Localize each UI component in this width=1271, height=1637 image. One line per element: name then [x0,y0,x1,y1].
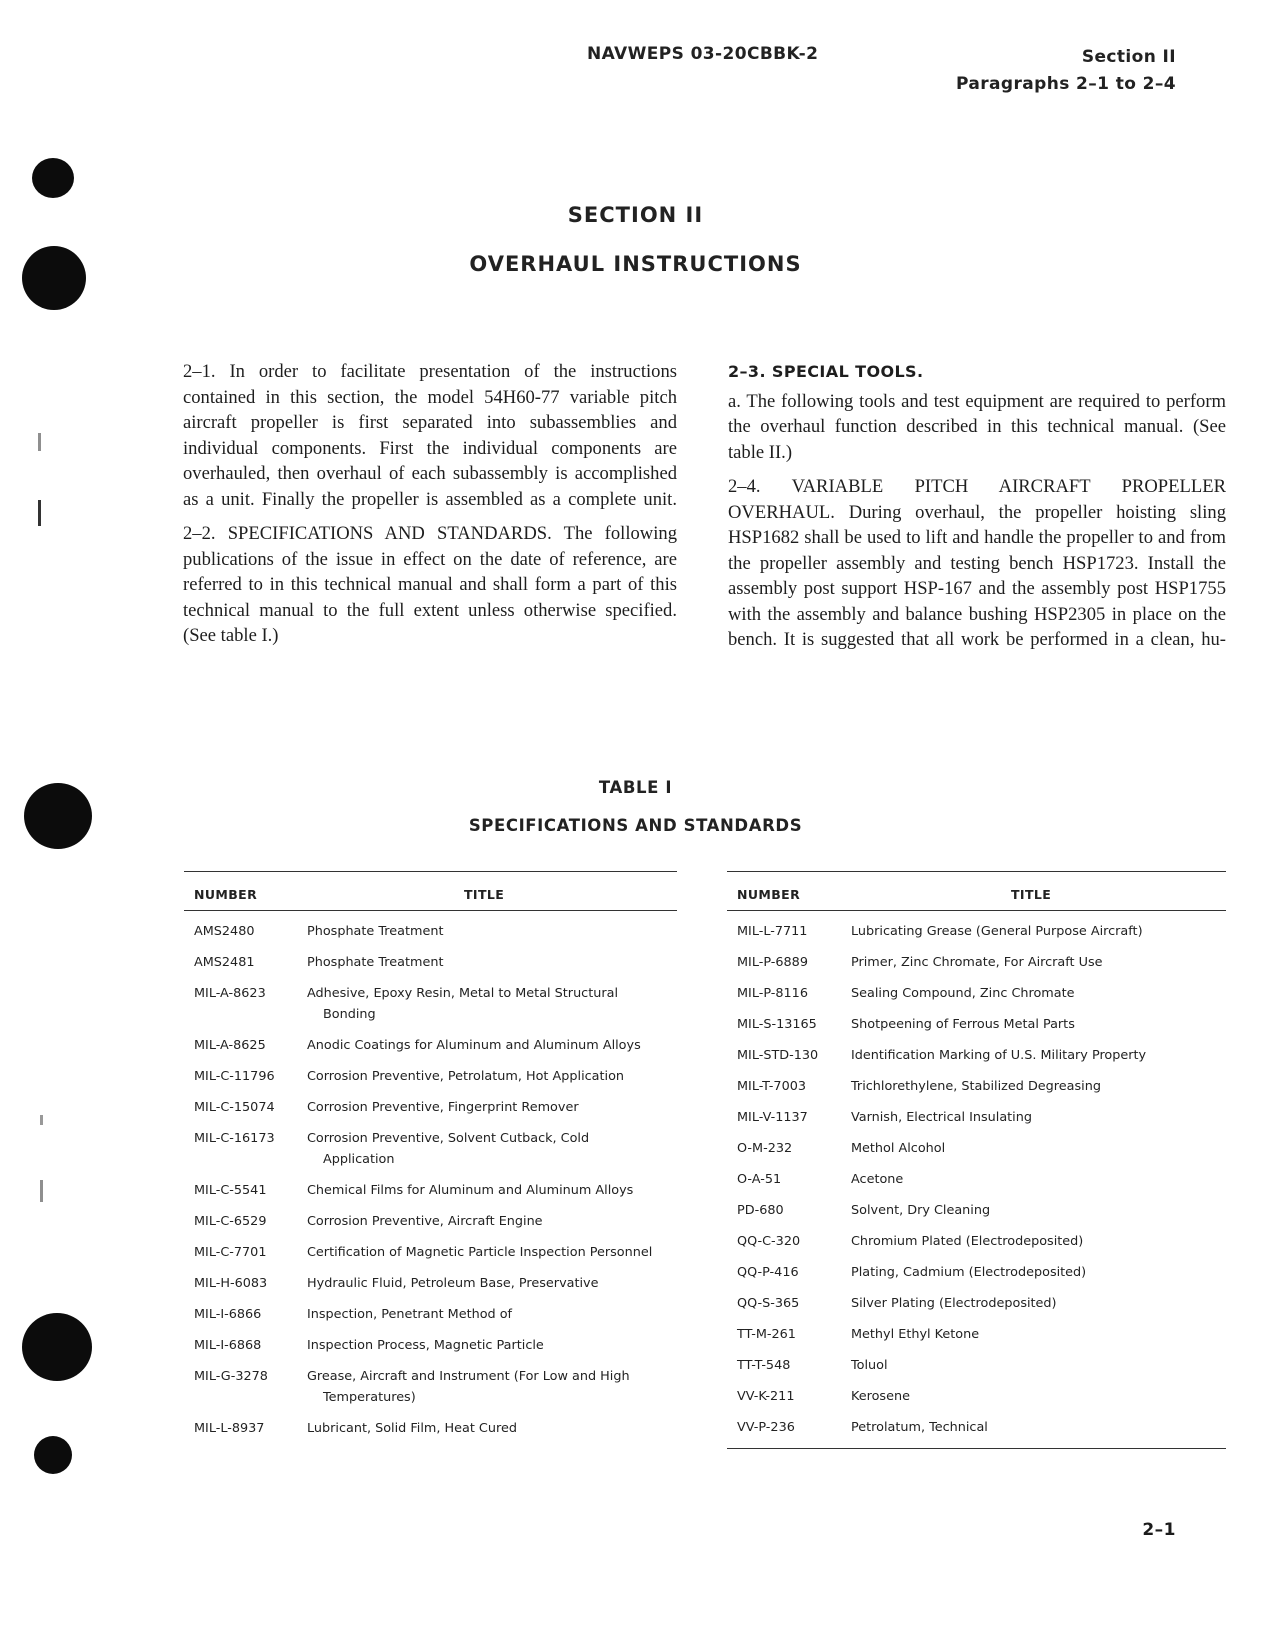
table-body-right [727,911,1226,1438]
spec-number: QQ-C-320 [737,1234,801,1249]
spec-number: MIL-H-6083 [194,1276,268,1291]
spec-title: Phosphate Treatment [307,955,444,970]
spec-number: MIL-C-16173 [194,1131,275,1146]
margin-speck [38,433,41,451]
spec-title: Trichlorethylene, Stabilized Degreasing [851,1079,1101,1094]
table-body-left [184,911,677,1439]
spec-title: Corrosion Preventive, Aircraft Engine [307,1214,543,1229]
margin-speck [38,500,41,526]
spec-number: MIL-A-8625 [194,1038,266,1053]
spec-number: TT-T-548 [737,1358,791,1373]
text-column-right [728,359,1226,662]
spec-number: MIL-G-3278 [194,1369,268,1384]
spec-title: Inspection, Penetrant Method of [307,1307,513,1322]
table-row [184,1294,677,1325]
table-row [727,1035,1226,1066]
spec-title: Toluol [851,1358,888,1373]
spec-table-right [727,871,1226,1449]
table-row [184,942,677,973]
table-row [727,1283,1226,1314]
table-row [727,1376,1226,1407]
text-column-left [183,359,677,658]
table-subtitle: SPECIFICATIONS AND STANDARDS [468,816,803,835]
section-subtitle: OVERHAUL INSTRUCTIONS [469,252,802,276]
spec-number: MIL-I-6866 [194,1307,262,1322]
spec-title: Identification Marking of U.S. Military Property [851,1048,1147,1063]
table-row [184,1325,677,1356]
spec-title: Phosphate Treatment [307,924,444,939]
spec-number: MIL-P-8116 [737,986,808,1001]
spec-number: PD-680 [737,1203,784,1218]
margin-speck [40,1180,43,1202]
spec-title: Solvent, Dry Cleaning [851,1203,991,1218]
table-row [184,1201,677,1232]
spec-title: Sealing Compound, Zinc Chromate [851,986,1075,1001]
spec-title: Methol Alcohol [851,1141,946,1156]
margin-speck [40,1115,43,1125]
table-row [184,1170,677,1201]
spec-title: Grease, Aircraft and Instrument (For Low and High Temperatures) [307,1369,630,1405]
spec-title: Varnish, Electrical Insulating [851,1110,1032,1125]
table-row [727,1345,1226,1376]
spec-number: TT-M-261 [737,1327,796,1342]
table-row [184,1118,677,1170]
spec-number: O-M-232 [737,1141,793,1156]
spec-number: MIL-STD-130 [737,1048,819,1063]
column-header-title: TITLE [1011,887,1052,902]
column-header-number: NUMBER [737,887,801,902]
header-right [956,44,1176,98]
spec-number: MIL-L-8937 [194,1421,265,1436]
spec-title: Lubricating Grease (General Purpose Aircraft) [851,924,1143,939]
section-label: Section II [1081,47,1176,67]
table-row [184,1263,677,1294]
spec-title: Methyl Ethyl Ketone [851,1327,980,1342]
spec-title: Silver Plating (Electrodeposited) [851,1296,1057,1311]
paragraph-2-4: 2–4. VARIABLE PITCH AIRCRAFT PROPELLER OVERHAUL. During overhaul, the propeller hoisting sling HSP1682 shall be used to lift and handle the propeller to and from the propeller assembly and testing bench HSP1723. Install the assembly post support HSP-167 and the assembly post HSP1755 with the assembly and balance bushing HSP2305 in place on the bench. It is suggested that all work be performed in a clean, hu- [728,476,1226,650]
table-row [184,1025,677,1056]
spec-number: MIL-C-5541 [194,1183,267,1198]
spec-number: MIL-C-6529 [194,1214,267,1229]
table-rule-bottom [727,1448,1226,1449]
table-row [727,1407,1226,1438]
spec-title: Acetone [851,1172,904,1187]
binder-hole-4 [22,1313,92,1381]
table-row [727,1190,1226,1221]
spec-title: Chromium Plated (Electrodeposited) [851,1234,1084,1249]
spec-table-left [184,871,677,1439]
table-row [184,973,677,1025]
spec-number: AMS2480 [194,924,255,939]
document-number: NAVWEPS 03-20CBBK-2 [587,44,819,64]
spec-number: MIL-I-6868 [194,1338,262,1353]
spec-number: VV-P-236 [737,1420,795,1435]
spec-title: Corrosion Preventive, Petrolatum, Hot Application [307,1069,625,1084]
spec-title: Corrosion Preventive, Solvent Cutback, Cold Application [307,1131,590,1167]
table-row [727,1128,1226,1159]
spec-number: QQ-P-416 [737,1265,799,1280]
table-header-row [727,872,1226,910]
table-row [184,1232,677,1263]
spec-number: MIL-A-8623 [194,986,266,1001]
spec-number: MIL-V-1137 [737,1110,808,1125]
page-number: 2–1 [1142,1520,1176,1540]
spec-number: MIL-C-15074 [194,1100,275,1115]
spec-title: Adhesive, Epoxy Resin, Metal to Metal Structural Bonding [307,986,618,1022]
paragraphs-label: Paragraphs 2–1 to 2–4 [955,74,1176,94]
spec-number: O-A-51 [737,1172,782,1187]
table-row [184,1087,677,1118]
table-row [727,1221,1226,1252]
table-row [727,942,1226,973]
spec-title: Certification of Magnetic Particle Inspection Personnel [307,1245,653,1260]
spec-title: Hydraulic Fluid, Petroleum Base, Preservative [307,1276,599,1291]
spec-title: Primer, Zinc Chromate, For Aircraft Use [851,955,1103,970]
spec-title: Inspection Process, Magnetic Particle [307,1338,544,1353]
spec-number: MIL-C-7701 [194,1245,267,1260]
spec-number: MIL-P-6889 [737,955,808,970]
table-row [184,1356,677,1408]
table-row [727,1159,1226,1190]
table-row [184,911,677,942]
table-row [184,1408,677,1439]
spec-number: QQ-S-365 [737,1296,800,1311]
table-row [184,1056,677,1087]
table-row [727,973,1226,1004]
table-row [727,1066,1226,1097]
table-row [727,1004,1226,1035]
table-header-row [184,872,677,910]
spec-number: AMS2481 [194,955,255,970]
table-title: TABLE I [598,778,673,797]
spec-title: Chemical Films for Aluminum and Aluminum Alloys [307,1183,634,1198]
spec-title: Shotpeening of Ferrous Metal Parts [851,1017,1075,1032]
spec-title: Petrolatum, Technical [851,1420,988,1435]
table-row [727,1252,1226,1283]
spec-number: VV-K-211 [737,1389,795,1404]
spec-title: Lubricant, Solid Film, Heat Cured [307,1421,517,1436]
paragraph-2-2: 2–2. SPECIFICATIONS AND STANDARDS. The following publications of the issue in effect on the date of reference, are referred to in this technical manual and shall form a part of this technical manual to the full extent unless otherwise specified. (See table I.) [183,523,677,646]
paragraph-2-1: 2–1. In order to facilitate presentation of the instructions contained in this section, the model 54H60-77 variable pitch aircraft propeller is first separated into subassemblies and individual components. First the individual components are overhauled, then overhaul of each subassembly is accomplished as a unit. Finally the propeller is assembled as a complete unit. [183,361,677,510]
binder-hole-5 [34,1436,72,1474]
column-header-title: TITLE [464,887,505,902]
spec-title: Anodic Coatings for Aluminum and Aluminum Alloys [307,1038,641,1053]
spec-number: MIL-L-7711 [737,924,808,939]
spec-title: Corrosion Preventive, Fingerprint Remover [307,1100,579,1115]
spec-number: MIL-T-7003 [737,1079,806,1094]
table-row [727,1097,1226,1128]
section-title: SECTION II [567,203,704,227]
spec-number: MIL-S-13165 [737,1017,817,1032]
spec-title: Plating, Cadmium (Electrodeposited) [851,1265,1087,1280]
spec-number: MIL-C-11796 [194,1069,275,1084]
table-row [727,911,1226,942]
paragraph-2-3-a: a. The following tools and test equipment are required to perform the overhaul function described in this technical manual. (See table II.) [728,390,1226,463]
table-row [727,1314,1226,1345]
binder-hole-1 [32,158,74,198]
spec-title: Kerosene [851,1389,910,1404]
paragraph-2-3-heading: 2–3. SPECIAL TOOLS. [728,362,924,381]
column-header-number: NUMBER [194,887,258,902]
